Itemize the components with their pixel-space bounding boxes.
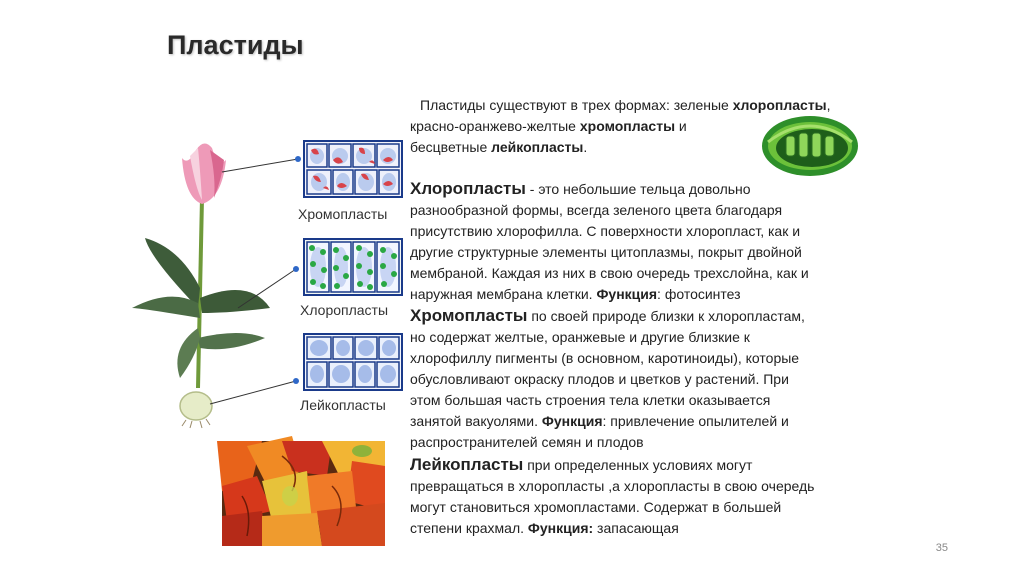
- chromoplasts-paragraph: Хромопласты по своей природе близки к хлоропластам, но содержат желтые, оранжевые и другие близкие к хлорофиллу пигменты (в основном, каротиноиды), которые обусловливают окраску плодов и цветков у растений. При этом большая часть строения тела клетки оказывается занятой вакуолями. Функция: привлечение опылителей и распространителей семян и плодов: [410, 306, 805, 450]
- tulip-plant-illustration: [130, 138, 280, 428]
- chloroplast-illustration: [760, 112, 860, 180]
- chloroplast-cells-diagram: [303, 238, 403, 296]
- chromoplast-cells-diagram: [303, 140, 403, 198]
- label-leucoplasts: Лейкопласты: [300, 397, 386, 413]
- label-chloroplasts: Хлоропласты: [300, 302, 389, 318]
- leucoplasts-term: Лейкопласты: [410, 455, 524, 474]
- intro-paragraph: Пластиды существуют в трех формах: зеленые хлоропласты, красно-оранжево-желтые хромопласты и бесцветные лейкопласты.: [410, 97, 831, 155]
- chloroplasts-paragraph: Хлоропласты - это небольшие тельца довольно разнообразной формы, всегда зеленого цвета благодаря присутствию хлорофилла. С поверхности хлоропласт, как и другие структурные элементы цитоплазмы, покрыт двойной мембраной. Каждая из них в свою очередь трехслойна, как и наружная мембрана клетки. Функция: фотосинтез: [410, 179, 809, 302]
- chloroplasts-term: Хлоропласты: [410, 179, 526, 198]
- autumn-leaves-photo: [222, 441, 385, 546]
- leucoplasts-paragraph: Лейкопласты при определенных условиях могут превращаться в хлоропласты ,а хлоропласты в свою очередь могут становиться хромопластами. Содержат в большей степени крахмал. Функция: запасающая: [410, 455, 815, 536]
- chromoplasts-term: Хромопласты: [410, 306, 528, 325]
- leucoplast-cells-diagram: [303, 333, 403, 391]
- label-chromoplasts: Хромопласты: [298, 206, 388, 222]
- slide-title: Пластиды: [167, 30, 304, 60]
- page-number: 35: [935, 542, 948, 554]
